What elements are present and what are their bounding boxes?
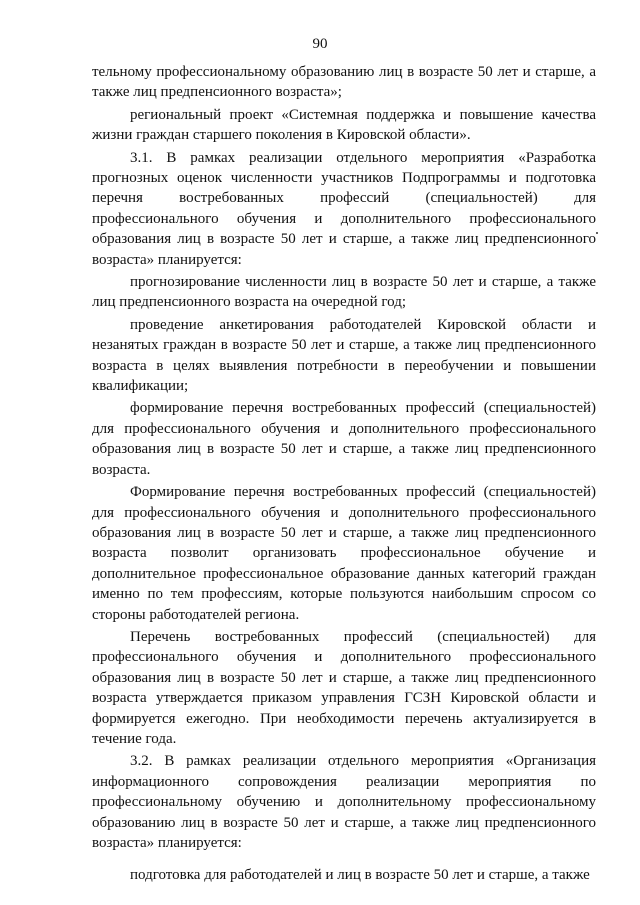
document-body (92, 62, 596, 886)
paragraph-forecasting: прогнозирование численности лиц в возрасте 50 лет и старше, а также лиц предпенсионного возраста на очередной год; (92, 274, 596, 311)
page-number: 90 (312, 36, 328, 52)
paragraph-3-2: 3.2. В рамках реализации отдельного мероприятия «Организация информационного сопровождения реализации мероприятия по профессиональному обучению и дополнительному профессиональному образованию лиц в возрасте 50 лет и старше, а также лиц предпенсионного возраста» планируется: (92, 753, 596, 852)
paragraph-regional-project: региональный проект «Системная поддержка и повышение качества жизни граждан старшего поколения в Кировской области». (92, 106, 596, 144)
paragraph-list-benefit: Формирование перечня востребованных профессий (специальностей) для профессионального обучения и дополнительного профессионального образования лиц в возрасте 50 лет и старше, а также лиц предпенсионного возраста позволит организовать профессиональное обучение и дополнительное профессиональное образование данных категорий граждан именно по тем профессиям, которые пользуются наибольшим спросом со стороны работодателей региона. (92, 484, 596, 623)
paragraph-list-approval: Перечень востребованных профессий (специальностей) для профессионального обучения и дополнительного профессионального образования лиц в возрасте 50 лет и старше, а также лиц предпенсионного возраста утверждается приказом управления ГСЗН Кировской области и формируется ежегодно. При необходимости перечень актуализируется в течение года. (92, 628, 596, 747)
paragraph-continuation: тельному профессиональному образованию лиц в возрасте 50 лет и старше, а также лиц предпенсионного возраста»; (92, 64, 596, 101)
paragraph-3-1: 3.1. В рамках реализации отдельного мероприятия «Разработка прогнозных оценок численности участников Подпрограммы и подготовка перечня востребованных профессий (специальностей) для профессионального обучения и дополнительного профессионального образования лиц в возрасте 50 лет и старше, а также лиц предпенсионного возраста» планируется: (92, 149, 596, 268)
paragraph-preparation: подготовка для работодателей и лиц в возрасте 50 лет и старше, а также (130, 867, 590, 884)
paragraph-survey: проведение анкетирования работодателей Кировской области и незанятых граждан в возрасте 50 лет и старше, а также лиц предпенсионного возраста в целях выявления потребности в переобучении и повышении квалификации; (92, 316, 596, 395)
scan-speck (596, 232, 598, 234)
paragraph-list-forming: формирование перечня востребованных профессий (специальностей) для профессионального обучения и дополнительного профессионального образования лиц в возрасте 50 лет и старше, а также лиц предпенсионного возраста. (92, 400, 596, 478)
